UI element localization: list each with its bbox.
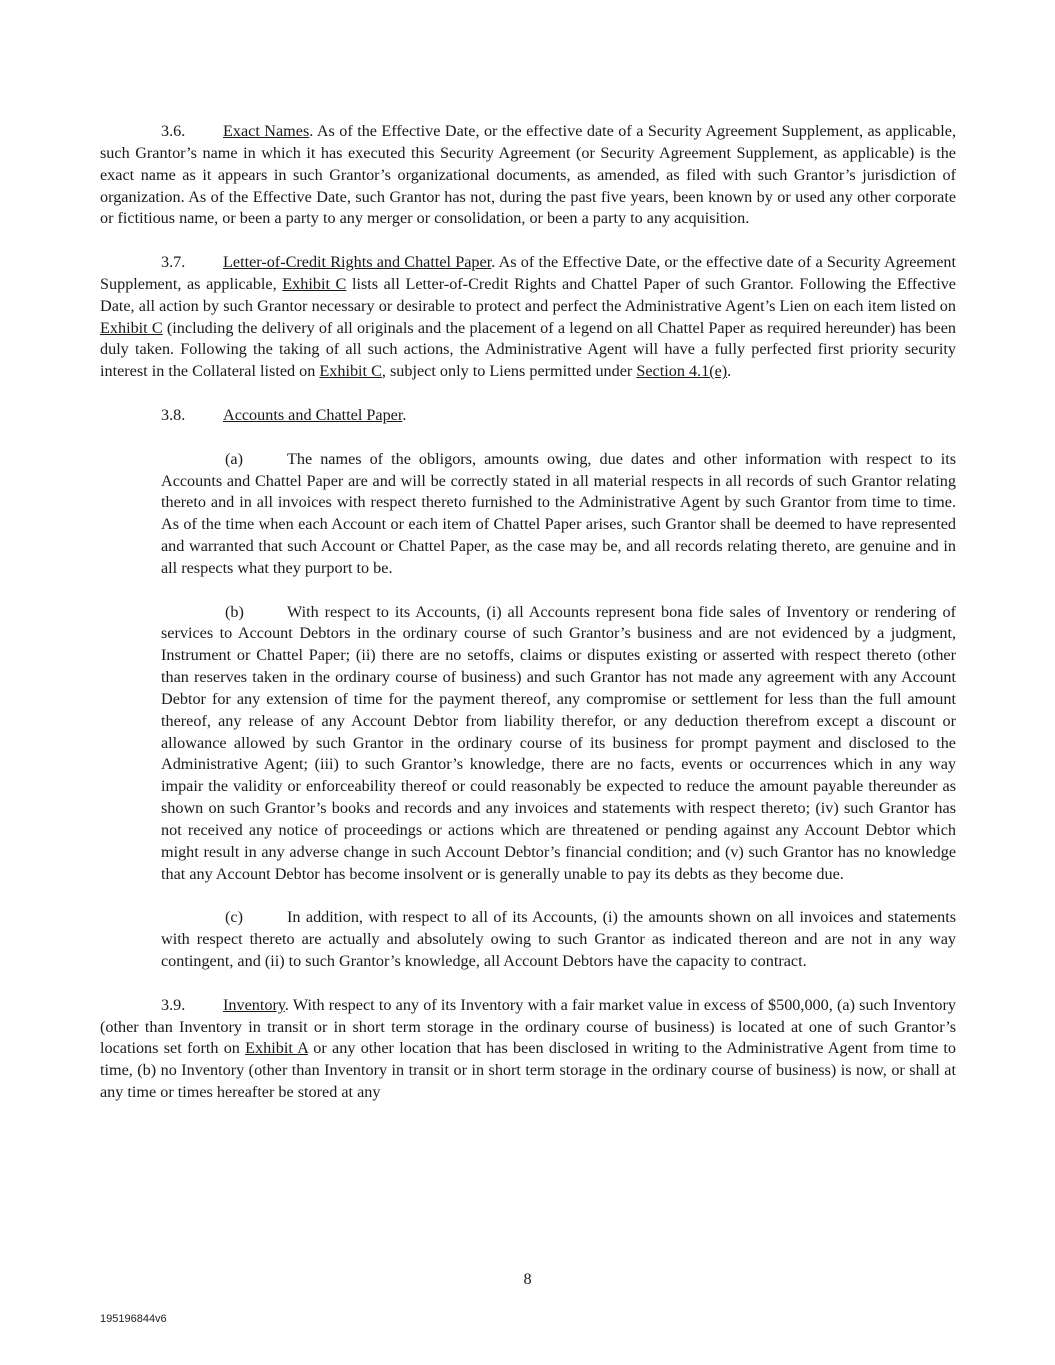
document-body <box>100 121 956 1126</box>
subsection-text: In addition, with respect to all of its Accounts, (i) the amounts shown on all invoices and statements with respect thereto are actually and absolutely owing to such Grantor as indicated thereon and are not in any way contingent, and (ii) to such Grantor’s knowledge, all Account Debtors have the capacity to contract. <box>161 908 956 971</box>
exhibit-c-reference: Exhibit C <box>282 274 347 293</box>
section-3-8 <box>100 405 956 427</box>
section-text: lists all Letter-of-Credit Rights and Chattel Paper of such Grantor. Following the Effective Date, all action by such Grantor necessary or desirable to protect and perfect the Administrative Agent’s Lien on each item listed on <box>100 274 956 315</box>
subsection-a <box>161 449 956 580</box>
exhibit-c-reference: Exhibit C <box>100 318 163 337</box>
subsection-text: The names of the obligors, amounts owing, due dates and other information with respect to its Accounts and Chattel Paper are and will be correctly stated in all material respects in all records of such Grantor relating thereto and in all invoices with respect thereto furnished to the Administrative Agent by such Grantor from time to time. As of the time when each Account or each item of Chattel Paper arises, such Grantor shall be deemed to have represented and warranted that such Account or Chattel Paper, as the case may be, and all records relating thereto, are genuine and in all respects what they purport to be. <box>161 449 956 577</box>
section-4-1e-reference: Section 4.1(e) <box>636 362 728 381</box>
subsection-label: (c) <box>225 908 243 927</box>
subsection-text: With respect to its Accounts, (i) all Accounts represent bona fide sales of Inventory or rendering of services to Account Debtors in the ordinary course of such Grantor’s business and are not evidenced by a judgment, Instrument or Chattel Paper; (ii) there are no setoffs, claims or disputes existing or asserted with respect thereto (other than reserves taken in the ordinary course of business) and such Grantor has not made any agreement with any Account Debtor for any extension of time for the payment thereof, any compromise or settlement for less than the full amount thereof, any release of any Account Debtor from liability therefor, or any deduction therefrom except a discount or allowance allowed by such Grantor in the ordinary course of its business for prompt payment and disclosed to the Administrative Agent; (iii) to such Grantor’s knowledge, there are no facts, events or occurrences which in any way impair the validity or enforceability thereof or could reasonably be expected to reduce the amount payable thereunder as shown on such Grantor’s books and records and any invoices and statements with respect thereto; (iv) such Grantor has not received any notice of proceedings or actions which are threatened or pending against any Account Debtor which might result in any adverse change in such Account Debtor’s financial condition; and (v) such Grantor has no knowledge that any Account Debtor has become insolvent or is generally unable to pay its debts as they become due. <box>161 602 956 883</box>
subsection-b <box>161 602 956 886</box>
section-heading: Exact Names <box>223 122 310 140</box>
subsection-label: (a) <box>225 449 243 468</box>
section-number: 3.9. <box>161 995 186 1014</box>
exhibit-c-reference: Exhibit C <box>319 362 382 381</box>
subsection-c <box>161 907 956 973</box>
section-heading: Inventory <box>223 995 285 1014</box>
subsection-label: (b) <box>225 602 244 621</box>
section-text: (including the delivery of all originals and the placement of a legend on all Chattel Paper as required hereunder) has been duly taken. Following the taking of all such actions, the Administrative Agent will have a fully perfected first priority security interest in the Collateral listed on <box>100 318 957 381</box>
document-id: 195196844v6 <box>100 1313 167 1325</box>
section-text: . As of the Effective Date, or the effective date of a Security Agreement Supplement, as applicable, <box>100 253 956 293</box>
section-3-9 <box>100 995 956 1104</box>
section-number: 3.6. <box>161 122 186 140</box>
section-heading: Letter-of-Credit Rights and Chattel Paper <box>223 253 492 272</box>
page-number: 8 <box>523 1270 532 1288</box>
section-text: , subject only to Liens permitted under <box>381 362 637 381</box>
section-3-6 <box>100 121 956 230</box>
section-text: . <box>727 362 732 381</box>
section-text: . As of the Effective Date, or the effective date of a Security Agreement Supplement, as applicable, such Grantor’s name in which it has executed this Security Agreement (or Security Agreement Supplement, as applicable) is the exact name as it appears in such Grantor’s organizational documents, as amended, as filed with such Grantor’s jurisdiction of organization. As of the Effective Date, such Grantor has not, during the past five years, been known by or used any other corporate or fictitious name, or been a party to any merger or consolidation, or been a party to any acquisition. <box>100 122 956 228</box>
section-number: 3.7. <box>161 253 186 272</box>
exhibit-a-reference: Exhibit A <box>245 1039 309 1058</box>
section-3-7 <box>100 252 956 383</box>
section-heading: Accounts and Chattel Paper <box>223 405 403 424</box>
section-text: or any other location that has been disclosed in writing to the Administrative Agent from time to time, (b) no Inventory (other than Inventory in transit or in short term storage in the ordinary course of business) is now, or shall at any time or times hereafter be stored at any <box>100 1039 956 1102</box>
section-number: 3.8. <box>161 405 186 424</box>
section-text: . <box>402 405 407 424</box>
section-text: . With respect to any of its Inventory with a fair market value in excess of $500,000, (a) such Inventory (other than Inventory in transit or in short term storage in the ordinary course of business) is located at one of such Grantor’s locations set forth on <box>100 995 956 1058</box>
